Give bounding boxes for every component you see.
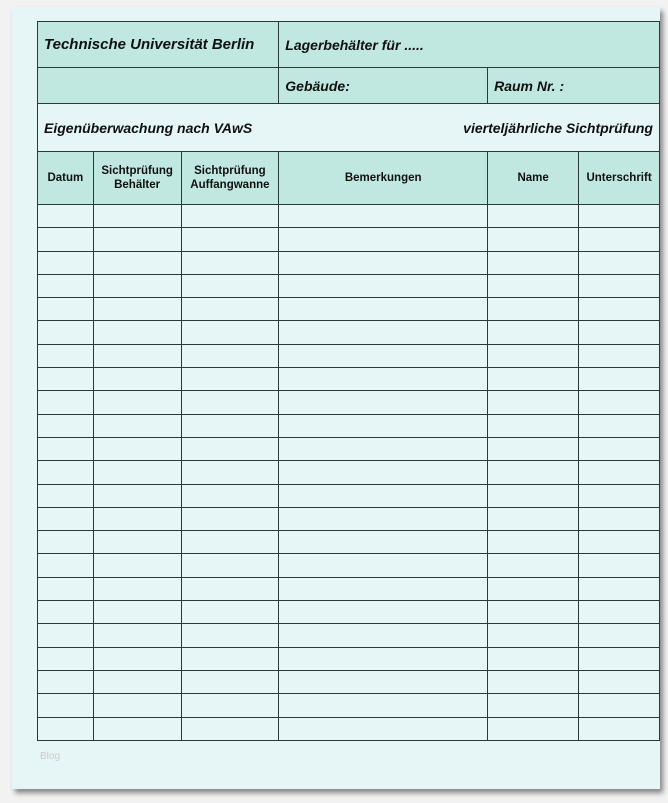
entry-cell[interactable] [38, 577, 94, 600]
table-row [38, 321, 660, 344]
entry-cell[interactable] [38, 694, 94, 717]
entry-cell[interactable] [488, 274, 579, 297]
table-row [38, 484, 660, 507]
entry-cell[interactable] [279, 507, 488, 530]
entry-cell[interactable] [181, 251, 279, 274]
entry-cell[interactable] [579, 205, 660, 228]
entry-cell[interactable] [181, 507, 279, 530]
entry-cell[interactable] [579, 624, 660, 647]
entry-cell[interactable] [93, 554, 181, 577]
entry-cell[interactable] [93, 461, 181, 484]
entry-cell[interactable] [579, 414, 660, 437]
entry-cell[interactable] [579, 368, 660, 391]
entry-cell[interactable] [93, 298, 181, 321]
entry-cell[interactable] [38, 461, 94, 484]
form-page [12, 7, 660, 789]
institution-name: Technische Universität Berlin [38, 22, 279, 68]
entry-cell[interactable] [579, 601, 660, 624]
entry-cell[interactable] [579, 670, 660, 693]
entry-cell[interactable] [38, 205, 94, 228]
table-row [38, 670, 660, 693]
column-header-line: Name [517, 172, 549, 184]
entry-cell[interactable] [38, 437, 94, 460]
column-header-line: Datum [47, 172, 84, 184]
entry-cell[interactable] [38, 484, 94, 507]
table-row [38, 414, 660, 437]
entry-cell[interactable] [38, 670, 94, 693]
inspection-form-table [37, 21, 660, 741]
entry-cell[interactable] [181, 461, 279, 484]
entry-cell[interactable] [38, 531, 94, 554]
table-row [38, 461, 660, 484]
entry-cell[interactable] [93, 694, 181, 717]
entry-cell[interactable] [488, 414, 579, 437]
entry-cell[interactable] [579, 461, 660, 484]
entry-cell[interactable] [93, 344, 181, 367]
entry-cell[interactable] [579, 391, 660, 414]
entry-cell[interactable] [579, 298, 660, 321]
table-row [38, 554, 660, 577]
entry-cell[interactable] [488, 205, 579, 228]
table-row [38, 391, 660, 414]
entry-cell[interactable] [38, 647, 94, 670]
entry-cell[interactable] [279, 554, 488, 577]
entry-cell[interactable] [181, 391, 279, 414]
entry-cell[interactable] [93, 507, 181, 530]
entry-cell[interactable] [279, 624, 488, 647]
entry-cell[interactable] [181, 414, 279, 437]
entry-cell[interactable] [38, 554, 94, 577]
entry-cell[interactable] [279, 368, 488, 391]
entry-cell[interactable] [579, 274, 660, 297]
column-header [488, 152, 579, 205]
table-row [38, 624, 660, 647]
entry-cell[interactable] [579, 647, 660, 670]
entry-cell[interactable] [579, 577, 660, 600]
table-row [38, 694, 660, 717]
table-row [38, 717, 660, 740]
entry-cell[interactable] [279, 531, 488, 554]
table-row [38, 531, 660, 554]
entry-cell[interactable] [488, 298, 579, 321]
entry-cell[interactable] [38, 298, 94, 321]
entry-cell[interactable] [181, 670, 279, 693]
entry-cell[interactable] [38, 274, 94, 297]
entry-cell[interactable] [181, 205, 279, 228]
room-field[interactable]: Raum Nr. : [488, 68, 660, 104]
entry-cell[interactable] [488, 437, 579, 460]
table-row [38, 228, 660, 251]
entry-cell[interactable] [181, 647, 279, 670]
column-header [279, 152, 488, 205]
entry-cell[interactable] [181, 321, 279, 344]
entry-cell[interactable] [579, 321, 660, 344]
entry-cell[interactable] [488, 228, 579, 251]
entry-cell[interactable] [181, 577, 279, 600]
blank-cell [38, 68, 279, 104]
entry-cell[interactable] [279, 437, 488, 460]
entry-cell[interactable] [93, 647, 181, 670]
entry-cell[interactable] [93, 251, 181, 274]
table-row [38, 437, 660, 460]
table-row [38, 507, 660, 530]
entry-cell[interactable] [488, 484, 579, 507]
table-row [38, 274, 660, 297]
column-header [579, 152, 660, 205]
entry-cell[interactable] [579, 437, 660, 460]
entry-cell[interactable] [279, 321, 488, 344]
entry-cell[interactable] [488, 531, 579, 554]
entry-cell[interactable] [279, 344, 488, 367]
entry-cell[interactable] [181, 437, 279, 460]
watermark: Blog [40, 751, 61, 762]
column-header-line: Bemerkungen [344, 172, 422, 184]
column-header [93, 152, 181, 205]
column-header [181, 152, 279, 205]
entry-cell[interactable] [279, 601, 488, 624]
entry-cell[interactable] [488, 321, 579, 344]
entry-cell[interactable] [488, 624, 579, 647]
entry-cell[interactable] [38, 414, 94, 437]
entry-cell[interactable] [93, 531, 181, 554]
entry-cell[interactable] [181, 298, 279, 321]
column-header-line: Auffangwanne [190, 179, 270, 191]
entry-cell[interactable] [181, 368, 279, 391]
entry-cell[interactable] [488, 717, 579, 740]
entry-cell[interactable] [38, 624, 94, 647]
entry-cell[interactable] [579, 507, 660, 530]
entry-cell[interactable] [38, 391, 94, 414]
entry-cell[interactable] [279, 647, 488, 670]
entry-cell[interactable] [488, 577, 579, 600]
entry-cell[interactable] [579, 694, 660, 717]
entry-cell[interactable] [181, 624, 279, 647]
entry-cell[interactable] [279, 694, 488, 717]
entry-cell[interactable] [279, 717, 488, 740]
entry-cell[interactable] [38, 507, 94, 530]
entry-cell[interactable] [38, 321, 94, 344]
entry-cell[interactable] [93, 205, 181, 228]
entry-cell[interactable] [181, 531, 279, 554]
column-header-line: Unterschrift [586, 172, 652, 184]
entry-cell[interactable] [488, 670, 579, 693]
building-field[interactable]: Gebäude: [279, 68, 488, 104]
entry-cell[interactable] [488, 554, 579, 577]
entry-cell[interactable] [93, 670, 181, 693]
entry-cell[interactable] [579, 228, 660, 251]
entry-cell[interactable] [38, 344, 94, 367]
entry-cell[interactable] [181, 601, 279, 624]
table-row [38, 344, 660, 367]
entry-cell[interactable] [38, 251, 94, 274]
entry-cell[interactable] [488, 391, 579, 414]
table-row [38, 205, 660, 228]
entry-cell[interactable] [279, 461, 488, 484]
entry-cell[interactable] [93, 321, 181, 344]
container-field[interactable]: Lagerbehälter für ..... [279, 22, 660, 68]
entry-cell[interactable] [488, 344, 579, 367]
entry-cell[interactable] [488, 601, 579, 624]
entry-cell[interactable] [579, 484, 660, 507]
entry-cell[interactable] [181, 554, 279, 577]
entry-cell[interactable] [279, 205, 488, 228]
entry-cell[interactable] [93, 228, 181, 251]
table-row [38, 368, 660, 391]
entry-cell[interactable] [488, 507, 579, 530]
entry-cell[interactable] [181, 274, 279, 297]
entry-cell[interactable] [38, 717, 94, 740]
entry-cell[interactable] [279, 228, 488, 251]
entry-cell[interactable] [38, 368, 94, 391]
entry-cell[interactable] [579, 344, 660, 367]
entry-cell[interactable] [279, 298, 488, 321]
column-header-line: Behälter [114, 179, 161, 191]
column-header-line: Sichtprüfung [101, 165, 173, 177]
entry-cell[interactable] [93, 601, 181, 624]
entry-cell[interactable] [93, 391, 181, 414]
monitoring-label: Eigenüberwachung nach VAwS [44, 119, 253, 136]
entry-cell[interactable] [93, 577, 181, 600]
table-row [38, 577, 660, 600]
entry-cell[interactable] [181, 694, 279, 717]
entry-cell[interactable] [181, 484, 279, 507]
table-row [38, 647, 660, 670]
entry-cell[interactable] [579, 717, 660, 740]
entry-cell[interactable] [279, 391, 488, 414]
entry-cell[interactable] [93, 274, 181, 297]
entry-cell[interactable] [181, 228, 279, 251]
entry-cell[interactable] [181, 344, 279, 367]
entry-cell[interactable] [279, 414, 488, 437]
entry-cell[interactable] [488, 647, 579, 670]
entry-cell[interactable] [488, 368, 579, 391]
entry-cell[interactable] [93, 437, 181, 460]
entry-cell[interactable] [181, 717, 279, 740]
entry-cell[interactable] [93, 624, 181, 647]
entry-cell[interactable] [579, 251, 660, 274]
entry-cell[interactable] [279, 251, 488, 274]
table-row [38, 251, 660, 274]
entry-cell[interactable] [279, 577, 488, 600]
entry-cell[interactable] [488, 251, 579, 274]
column-header [38, 152, 94, 205]
column-header-line: Sichtprüfung [194, 165, 266, 177]
subheader [38, 104, 660, 152]
entry-cell[interactable] [279, 274, 488, 297]
entry-cell[interactable] [279, 670, 488, 693]
entry-cell[interactable] [279, 484, 488, 507]
entry-cell[interactable] [38, 601, 94, 624]
entry-cell[interactable] [93, 414, 181, 437]
entry-cell[interactable] [579, 554, 660, 577]
table-row [38, 298, 660, 321]
entry-cell[interactable] [488, 461, 579, 484]
table-row [38, 601, 660, 624]
entry-cell[interactable] [38, 228, 94, 251]
inspection-frequency-label: vierteljährliche Sichtprüfung [463, 119, 653, 136]
entry-cell[interactable] [93, 717, 181, 740]
entry-cell[interactable] [579, 531, 660, 554]
entry-cell[interactable] [93, 368, 181, 391]
entry-cell[interactable] [93, 484, 181, 507]
entry-cell[interactable] [488, 694, 579, 717]
